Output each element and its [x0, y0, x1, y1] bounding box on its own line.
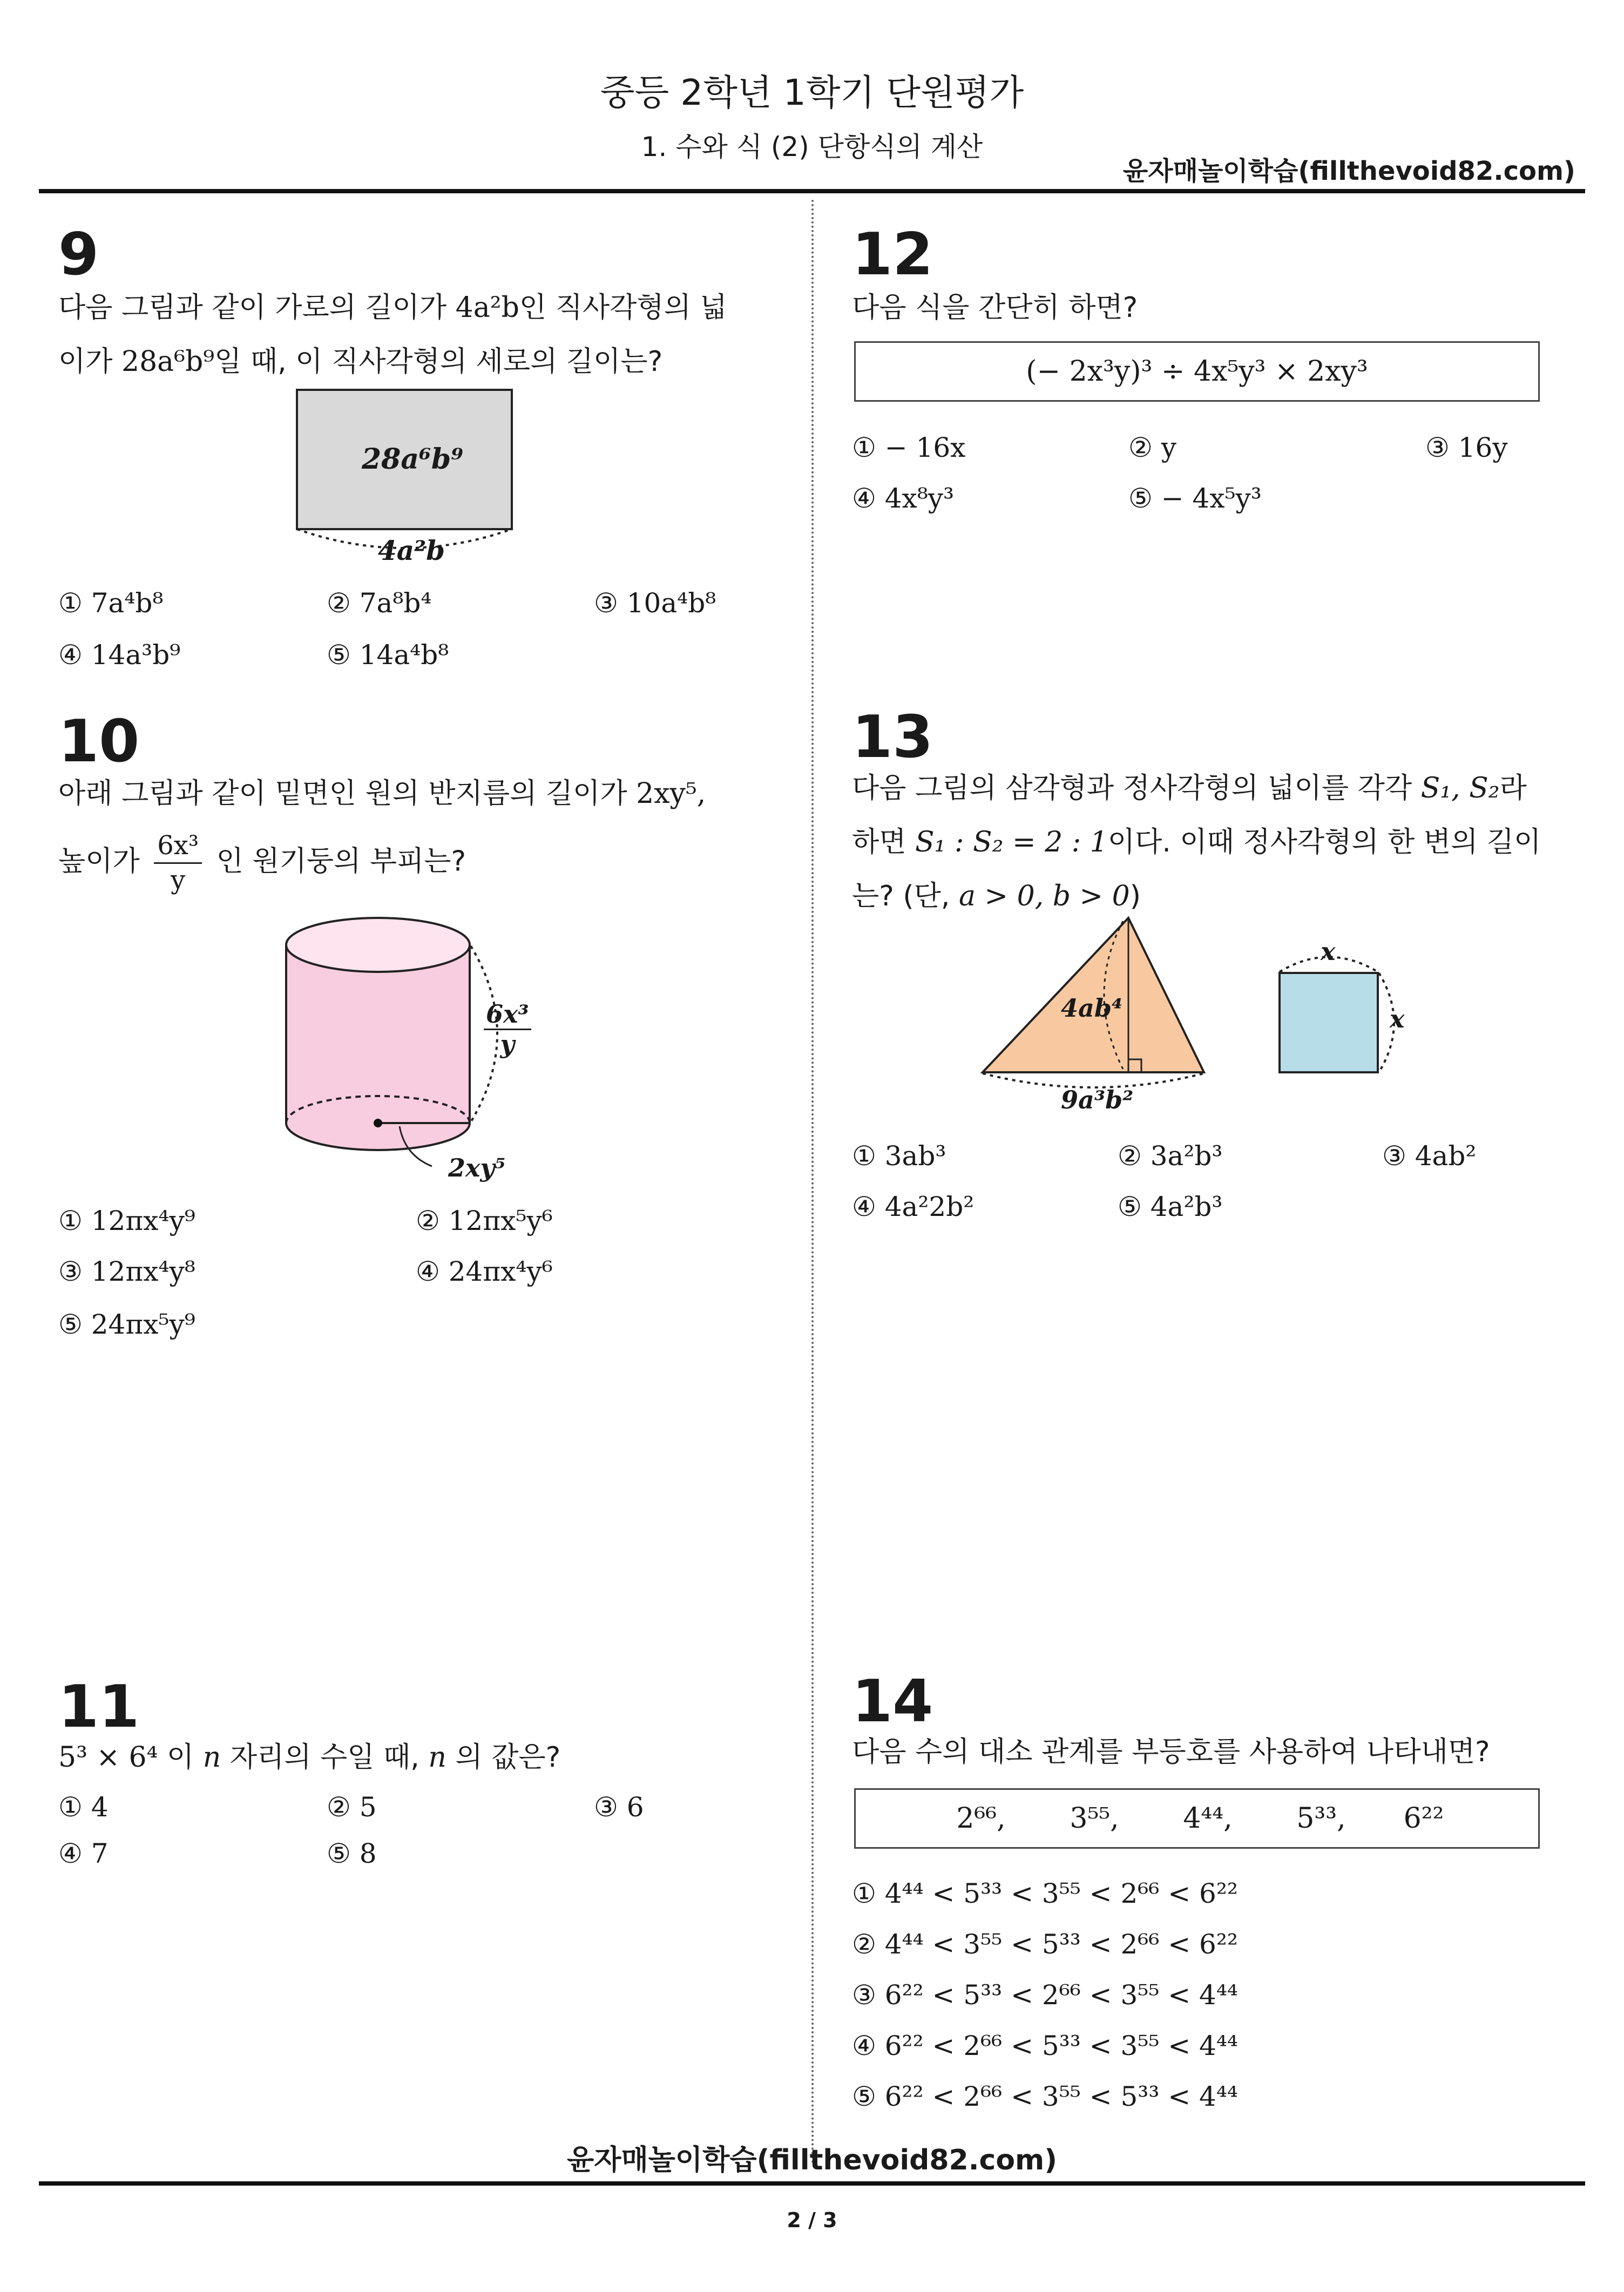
q13-choice-3[interactable]: ③ 4ab²: [1382, 1140, 1477, 1172]
square-shape: [1280, 973, 1378, 1072]
question-13-number: 13: [852, 704, 933, 771]
question-13-text: 다음 그림의 삼각형과 정사각형의 넓이를 각각 S₁, S₂라 하면 S₁ : S₂ = 2 : 1이다. 이때 정사각형의 한 변의 길이 는? (단, a > 0, b > 0): [852, 772, 1541, 912]
page-subtitle: 1. 수와 식 (2) 단항식의 계산: [641, 131, 983, 163]
figure-area-label: 28a⁶b⁹: [362, 443, 463, 476]
q10-choice-3[interactable]: ③ 12πx⁴y⁸: [58, 1256, 195, 1287]
question-13-figure: [977, 912, 1409, 1118]
q11-choice-2[interactable]: ② 5: [327, 1791, 377, 1823]
question-14-number: 14: [852, 1668, 933, 1735]
q14-choice-2[interactable]: ② 4⁴⁴ < 3⁵⁵ < 5³³ < 2⁶⁶ < 6²²: [852, 1929, 1238, 1960]
q9-choice-4[interactable]: ④ 14a³b⁹: [58, 639, 181, 671]
q11-choice-4[interactable]: ④ 7: [58, 1838, 109, 1869]
square-side-right-label: x: [1390, 1004, 1405, 1033]
cylinder-radius-label: 2xy⁵: [448, 1153, 506, 1182]
question-14-numbers-box: 2⁶⁶, 3⁵⁵, 4⁴⁴, 5³³, 6²²: [854, 1788, 1540, 1849]
footer-rule: [39, 2181, 1585, 2186]
q9-choice-3[interactable]: ③ 10a⁴b⁸: [594, 587, 716, 619]
q10-choice-2[interactable]: ② 12πx⁵y⁶: [416, 1205, 553, 1236]
brand-label: 윤자매놀이학습(fillthevoid82.com): [1122, 156, 1575, 186]
q9-choice-2[interactable]: ② 7a⁸b⁴: [327, 587, 432, 619]
q9-choice-1[interactable]: ① 7a⁴b⁸: [58, 587, 164, 619]
q14-choice-4[interactable]: ④ 6²² < 2⁶⁶ < 5³³ < 3⁵⁵ < 4⁴⁴: [852, 2030, 1238, 2061]
column-divider: [811, 200, 814, 2165]
question-12-number: 12: [852, 221, 933, 288]
q10-choice-5[interactable]: ⑤ 24πx⁵y⁹: [58, 1309, 195, 1340]
page-number: 2 / 3: [787, 2208, 837, 2232]
cylinder-height-label: 6x³ y: [484, 1000, 531, 1059]
q12-choice-2[interactable]: ② y: [1128, 432, 1176, 463]
page-title: 중등 2학년 1학기 단원평가: [600, 72, 1024, 113]
q10-choice-1[interactable]: ① 12πx⁴y⁹: [58, 1205, 195, 1236]
q10-choice-4[interactable]: ④ 24πx⁴y⁶: [416, 1256, 553, 1287]
question-10-text-2: 높이가 $\frac{\text{6x³}}{y}$ 인 원기둥의 부피는?: [58, 830, 466, 895]
footer-brand: 윤자매놀이학습(fillthevoid82.com): [566, 2144, 1057, 2176]
q12-choice-5[interactable]: ⑤ − 4x⁵y³: [1128, 483, 1262, 514]
question-10-text: 아래 그림과 같이 밑면인 원의 반지름의 길이가 2xy⁵,: [58, 777, 706, 810]
question-9-text: 다음 그림과 같이 가로의 길이가 4a²b인 직사각형의 넓 이가 28a⁶b⁹일 때, 이 직사각형의 세로의 길이는?: [58, 292, 727, 378]
question-12-expression-box: (− 2x³y)³ ÷ 4x⁵y³ × 2xy³: [854, 341, 1540, 402]
q12-choice-3[interactable]: ③ 16y: [1425, 432, 1508, 463]
q14-choice-5[interactable]: ⑤ 6²² < 2⁶⁶ < 3⁵⁵ < 5³³ < 4⁴⁴: [852, 2081, 1238, 2112]
q13-choice-1[interactable]: ① 3ab³: [852, 1140, 946, 1172]
header-rule: [39, 189, 1585, 193]
q11-choice-3[interactable]: ③ 6: [594, 1791, 644, 1823]
square-side-top-label: x: [1321, 937, 1336, 966]
question-14-text: 다음 수의 대소 관계를 부등호를 사용하여 나타내면?: [852, 1736, 1490, 1768]
question-10-number: 10: [58, 708, 140, 775]
q11-choice-5[interactable]: ⑤ 8: [327, 1838, 377, 1869]
q14-choice-1[interactable]: ① 4⁴⁴ < 5³³ < 3⁵⁵ < 2⁶⁶ < 6²²: [852, 1878, 1238, 1909]
q12-choice-4[interactable]: ④ 4x⁸y³: [852, 483, 955, 514]
question-11-text: 5³ × 6⁴ 이 n 자리의 수일 때, n 의 값은?: [58, 1741, 561, 1774]
q12-choice-1[interactable]: ① − 16x: [852, 432, 966, 463]
question-12-text: 다음 식을 간단히 하면?: [852, 292, 1138, 324]
q11-choice-1[interactable]: ① 4: [58, 1791, 109, 1823]
cylinder-top: [286, 918, 470, 972]
q9-choice-5[interactable]: ⑤ 14a⁴b⁸: [327, 639, 449, 671]
q13-choice-2[interactable]: ② 3a²b³: [1118, 1140, 1223, 1172]
q13-choice-5[interactable]: ⑤ 4a²b³: [1118, 1191, 1223, 1222]
q14-choice-3[interactable]: ③ 6²² < 5³³ < 2⁶⁶ < 3⁵⁵ < 4⁴⁴: [852, 1979, 1238, 2011]
question-11-number: 11: [58, 1673, 140, 1741]
triangle-base-label: 9a³b²: [1061, 1085, 1134, 1114]
triangle-height-label: 4ab⁴: [1061, 993, 1123, 1023]
figure-width-label: 4a²b: [378, 535, 445, 566]
question-9-number: 9: [58, 221, 99, 288]
q13-choice-4[interactable]: ④ 4a²2b²: [852, 1191, 975, 1222]
